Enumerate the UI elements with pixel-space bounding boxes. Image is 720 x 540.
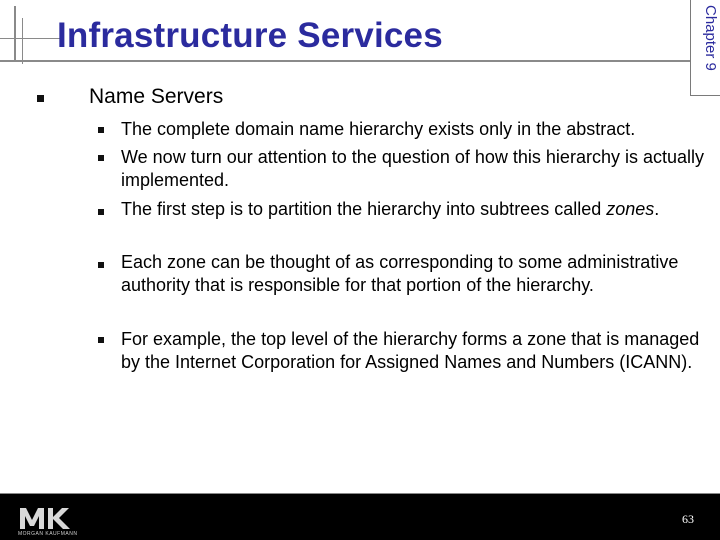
- bullet-text-content: For example, the top level of the hierarchy forms a zone that is managed by the Internet Corporation for Assigned Names and Numbers (ICANN).: [121, 329, 700, 372]
- slide-title: Infrastructure Services: [57, 16, 443, 55]
- bullet-icon: [98, 127, 104, 133]
- decor-horizontal-line: [0, 60, 690, 62]
- bullet-text: [121, 118, 706, 141]
- bullet-text-content: The complete domain name hierarchy exists only in the abstract.: [121, 119, 636, 139]
- bullet-text-emphasis: zones: [606, 199, 655, 219]
- decor-vertical-line: [14, 6, 16, 60]
- chapter-label: Chapter 9: [702, 5, 719, 71]
- bullet-icon: [98, 337, 104, 343]
- bullet-icon: [37, 95, 44, 102]
- bullet-text-content: We now turn our attention to the question of how this hierarchy is actually implemented.: [121, 147, 704, 190]
- bullet-text-pre: The first step is to partition the hierarchy into subtrees called: [121, 199, 607, 219]
- bullet-icon: [98, 262, 104, 268]
- bullet-text: [121, 198, 706, 221]
- decor-vertical-line: [22, 18, 23, 64]
- chapter-tab: [690, 0, 720, 96]
- publisher-logo: [18, 505, 72, 531]
- bullet-icon: [98, 209, 104, 215]
- section-heading: Name Servers: [89, 85, 224, 108]
- page-number: 63: [682, 512, 694, 526]
- bullet-text: [121, 251, 706, 297]
- decor-horizontal-line: [0, 38, 60, 39]
- bullet-text: [121, 328, 706, 374]
- logo-subtext: MORGAN KAUFMANN: [18, 531, 78, 537]
- footer-band: [0, 494, 720, 540]
- bullet-text: [121, 146, 706, 192]
- bullet-icon: [98, 155, 104, 161]
- bullet-text-content: Each zone can be thought of as corresponding to some administrative authority that is responsible for that portion of the hierarchy.: [121, 252, 679, 295]
- bullet-text-post: .: [654, 199, 660, 219]
